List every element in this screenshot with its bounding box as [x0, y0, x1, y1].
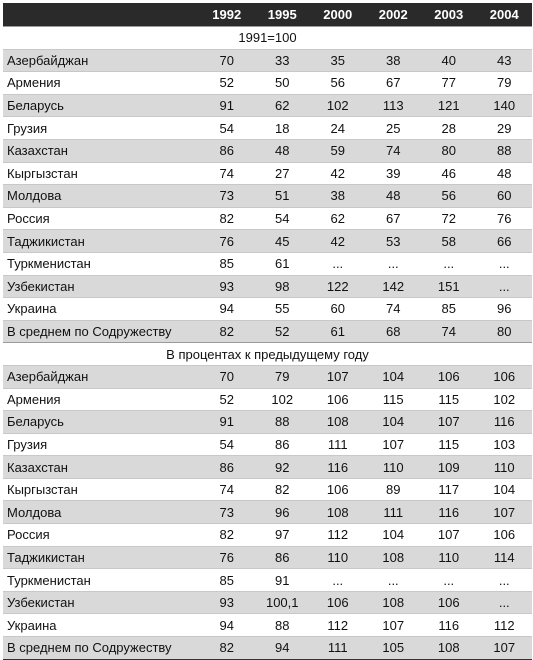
country-name-cell: Туркменистан	[3, 252, 199, 275]
value-cell: 96	[255, 501, 311, 524]
value-cell: 85	[421, 298, 477, 321]
value-cell: 76	[199, 230, 255, 253]
table-row	[3, 546, 532, 569]
table-row	[3, 591, 532, 614]
value-cell: 24	[310, 117, 366, 140]
table-row	[3, 569, 532, 592]
country-name-cell: Беларусь	[3, 94, 199, 117]
country-name-cell: Россия	[3, 207, 199, 230]
value-cell: 58	[421, 230, 477, 253]
value-cell: 93	[199, 275, 255, 298]
value-cell: 88	[477, 139, 533, 162]
country-name-cell: Армения	[3, 72, 199, 95]
value-cell: 108	[366, 546, 422, 569]
value-cell: 115	[421, 433, 477, 456]
value-cell: 74	[199, 478, 255, 501]
value-cell: 56	[421, 185, 477, 208]
value-cell: 29	[477, 117, 533, 140]
value-cell: 66	[477, 230, 533, 253]
table-row	[3, 162, 532, 185]
value-cell: 91	[255, 569, 311, 592]
value-cell: 76	[199, 546, 255, 569]
value-cell: 86	[255, 546, 311, 569]
value-cell: 43	[477, 49, 533, 72]
value-cell: 52	[199, 388, 255, 411]
value-cell: 107	[366, 433, 422, 456]
value-cell: 82	[199, 524, 255, 547]
table-row	[3, 388, 532, 411]
value-cell: 98	[255, 275, 311, 298]
value-cell: 107	[477, 637, 533, 660]
value-cell: 86	[255, 433, 311, 456]
value-cell: 112	[310, 614, 366, 637]
value-cell: 104	[477, 478, 533, 501]
value-cell: 67	[366, 207, 422, 230]
table-row	[3, 139, 532, 162]
value-cell: 80	[421, 139, 477, 162]
value-cell: 94	[199, 298, 255, 321]
value-cell: 106	[421, 591, 477, 614]
year-header: 2000	[310, 3, 366, 27]
table-row	[3, 524, 532, 547]
value-cell: 104	[366, 365, 422, 388]
value-cell: 117	[421, 478, 477, 501]
value-cell: 106	[477, 365, 533, 388]
value-cell: ...	[477, 275, 533, 298]
value-cell: 113	[366, 94, 422, 117]
value-cell: 54	[255, 207, 311, 230]
value-cell: 77	[421, 72, 477, 95]
value-cell: 104	[366, 411, 422, 434]
value-cell: 82	[199, 637, 255, 660]
value-cell: 108	[366, 591, 422, 614]
value-cell: 80	[477, 320, 533, 343]
value-cell: 40	[421, 49, 477, 72]
value-cell: 18	[255, 117, 311, 140]
value-cell: 79	[477, 72, 533, 95]
value-cell: 27	[255, 162, 311, 185]
value-cell: 54	[199, 433, 255, 456]
country-name-cell: Беларусь	[3, 411, 199, 434]
table-row	[3, 614, 532, 637]
value-cell: 115	[366, 388, 422, 411]
country-name-cell: Грузия	[3, 117, 199, 140]
value-cell: 107	[421, 524, 477, 547]
value-cell: ...	[477, 591, 533, 614]
year-header: 2003	[421, 3, 477, 27]
value-cell: 107	[421, 411, 477, 434]
value-cell: 106	[421, 365, 477, 388]
value-cell: 50	[255, 72, 311, 95]
country-name-cell: Кыргызстан	[3, 162, 199, 185]
table-row	[3, 207, 532, 230]
table-row	[3, 275, 532, 298]
year-header: 1995	[255, 3, 311, 27]
value-cell: 108	[310, 411, 366, 434]
value-cell: 116	[421, 614, 477, 637]
value-cell: 106	[310, 388, 366, 411]
header-row	[3, 3, 532, 27]
value-cell: 59	[310, 139, 366, 162]
country-name-cell: Таджикистан	[3, 230, 199, 253]
value-cell: 82	[199, 207, 255, 230]
value-cell: 121	[421, 94, 477, 117]
table-row	[3, 433, 532, 456]
value-cell: 70	[199, 365, 255, 388]
country-name-cell: Армения	[3, 388, 199, 411]
table-row	[3, 637, 532, 660]
table-row	[3, 501, 532, 524]
value-cell: 92	[255, 456, 311, 479]
value-cell: 111	[310, 637, 366, 660]
table-row	[3, 72, 532, 95]
value-cell: 61	[255, 252, 311, 275]
value-cell: 106	[310, 478, 366, 501]
value-cell: 48	[366, 185, 422, 208]
value-cell: 97	[255, 524, 311, 547]
table-row	[3, 411, 532, 434]
country-name-cell: В среднем по Содружеству	[3, 637, 199, 660]
country-name-cell: Азербайджан	[3, 365, 199, 388]
country-name-cell: Кыргызстан	[3, 478, 199, 501]
country-name-cell: Узбекистан	[3, 591, 199, 614]
value-cell: 70	[199, 49, 255, 72]
value-cell: 151	[421, 275, 477, 298]
table-row	[3, 230, 532, 253]
section-title: 1991=100	[3, 27, 532, 50]
value-cell: 93	[199, 591, 255, 614]
value-cell: 42	[310, 230, 366, 253]
value-cell: 54	[199, 117, 255, 140]
value-cell: 94	[199, 614, 255, 637]
value-cell: 74	[366, 139, 422, 162]
country-name-cell: Молдова	[3, 185, 199, 208]
value-cell: 62	[310, 207, 366, 230]
section-title: В процентах к предыдущему году	[3, 343, 532, 366]
value-cell: 89	[366, 478, 422, 501]
year-header: 2004	[477, 3, 533, 27]
value-cell: 106	[310, 591, 366, 614]
country-name-cell: Грузия	[3, 433, 199, 456]
value-cell: 48	[255, 139, 311, 162]
table-body	[3, 27, 532, 660]
table-row	[3, 365, 532, 388]
country-name-cell: Молдова	[3, 501, 199, 524]
value-cell: ...	[477, 252, 533, 275]
value-cell: 116	[477, 411, 533, 434]
country-name-cell: Туркменистан	[3, 569, 199, 592]
value-cell: 39	[366, 162, 422, 185]
value-cell: 62	[255, 94, 311, 117]
value-cell: 107	[310, 365, 366, 388]
table-row	[3, 117, 532, 140]
value-cell: 116	[310, 456, 366, 479]
value-cell: 115	[421, 388, 477, 411]
value-cell: 48	[477, 162, 533, 185]
value-cell: 74	[366, 298, 422, 321]
country-name-cell: Азербайджан	[3, 49, 199, 72]
value-cell: 94	[255, 637, 311, 660]
table-row	[3, 478, 532, 501]
value-cell: 91	[199, 94, 255, 117]
country-name-cell: Узбекистан	[3, 275, 199, 298]
country-name-cell: Казахстан	[3, 456, 199, 479]
value-cell: ...	[310, 569, 366, 592]
value-cell: 76	[477, 207, 533, 230]
value-cell: 55	[255, 298, 311, 321]
value-cell: 38	[310, 185, 366, 208]
country-name-cell: Украина	[3, 298, 199, 321]
value-cell: 142	[366, 275, 422, 298]
value-cell: 108	[310, 501, 366, 524]
value-cell: 140	[477, 94, 533, 117]
section-header-row	[3, 343, 532, 366]
country-name-cell: Таджикистан	[3, 546, 199, 569]
value-cell: 61	[310, 320, 366, 343]
value-cell: 35	[310, 49, 366, 72]
value-cell: 28	[421, 117, 477, 140]
value-cell: 79	[255, 365, 311, 388]
value-cell: 107	[477, 501, 533, 524]
country-name-cell: В среднем по Содружеству	[3, 320, 199, 343]
table-row	[3, 252, 532, 275]
value-cell: 116	[421, 501, 477, 524]
value-cell: 111	[310, 433, 366, 456]
value-cell: 68	[366, 320, 422, 343]
value-cell: 103	[477, 433, 533, 456]
table-row	[3, 94, 532, 117]
value-cell: 33	[255, 49, 311, 72]
value-cell: 88	[255, 411, 311, 434]
value-cell: 82	[255, 478, 311, 501]
value-cell: 74	[421, 320, 477, 343]
value-cell: 60	[477, 185, 533, 208]
value-cell: ...	[366, 252, 422, 275]
value-cell: 73	[199, 185, 255, 208]
value-cell: 38	[366, 49, 422, 72]
value-cell: 74	[199, 162, 255, 185]
value-cell: 67	[366, 72, 422, 95]
value-cell: 72	[421, 207, 477, 230]
value-cell: 104	[366, 524, 422, 547]
year-header: 2002	[366, 3, 422, 27]
value-cell: 108	[421, 637, 477, 660]
value-cell: 111	[366, 501, 422, 524]
country-name-cell: Казахстан	[3, 139, 199, 162]
value-cell: 105	[366, 637, 422, 660]
value-cell: 122	[310, 275, 366, 298]
value-cell: 100,1	[255, 591, 311, 614]
value-cell: 86	[199, 139, 255, 162]
table-row	[3, 456, 532, 479]
value-cell: 46	[421, 162, 477, 185]
value-cell: ...	[310, 252, 366, 275]
country-name-cell: Россия	[3, 524, 199, 547]
value-cell: 82	[199, 320, 255, 343]
table-row	[3, 185, 532, 208]
value-cell: 85	[199, 569, 255, 592]
value-cell: 110	[421, 546, 477, 569]
value-cell: 110	[366, 456, 422, 479]
value-cell: 96	[477, 298, 533, 321]
value-cell: 52	[255, 320, 311, 343]
table-row	[3, 320, 532, 343]
value-cell: 112	[477, 614, 533, 637]
value-cell: 112	[310, 524, 366, 547]
section-header-row	[3, 27, 532, 50]
value-cell: 42	[310, 162, 366, 185]
value-cell: 102	[310, 94, 366, 117]
table-row	[3, 298, 532, 321]
value-cell: 110	[310, 546, 366, 569]
table-row	[3, 49, 532, 72]
value-cell: 25	[366, 117, 422, 140]
country-name-cell: Украина	[3, 614, 199, 637]
value-cell: 45	[255, 230, 311, 253]
value-cell: 102	[255, 388, 311, 411]
value-cell: 56	[310, 72, 366, 95]
value-cell: 102	[477, 388, 533, 411]
value-cell: 85	[199, 252, 255, 275]
value-cell: 88	[255, 614, 311, 637]
value-cell: 110	[477, 456, 533, 479]
statistics-table	[3, 3, 532, 660]
value-cell: 109	[421, 456, 477, 479]
value-cell: ...	[366, 569, 422, 592]
value-cell: 60	[310, 298, 366, 321]
value-cell: 114	[477, 546, 533, 569]
year-header: 1992	[199, 3, 255, 27]
value-cell: 91	[199, 411, 255, 434]
value-cell: ...	[421, 569, 477, 592]
value-cell: 53	[366, 230, 422, 253]
value-cell: 86	[199, 456, 255, 479]
value-cell: ...	[477, 569, 533, 592]
value-cell: 73	[199, 501, 255, 524]
value-cell: 107	[366, 614, 422, 637]
value-cell: 51	[255, 185, 311, 208]
value-cell: ...	[421, 252, 477, 275]
value-cell: 106	[477, 524, 533, 547]
value-cell: 52	[199, 72, 255, 95]
header-corner	[3, 3, 199, 27]
